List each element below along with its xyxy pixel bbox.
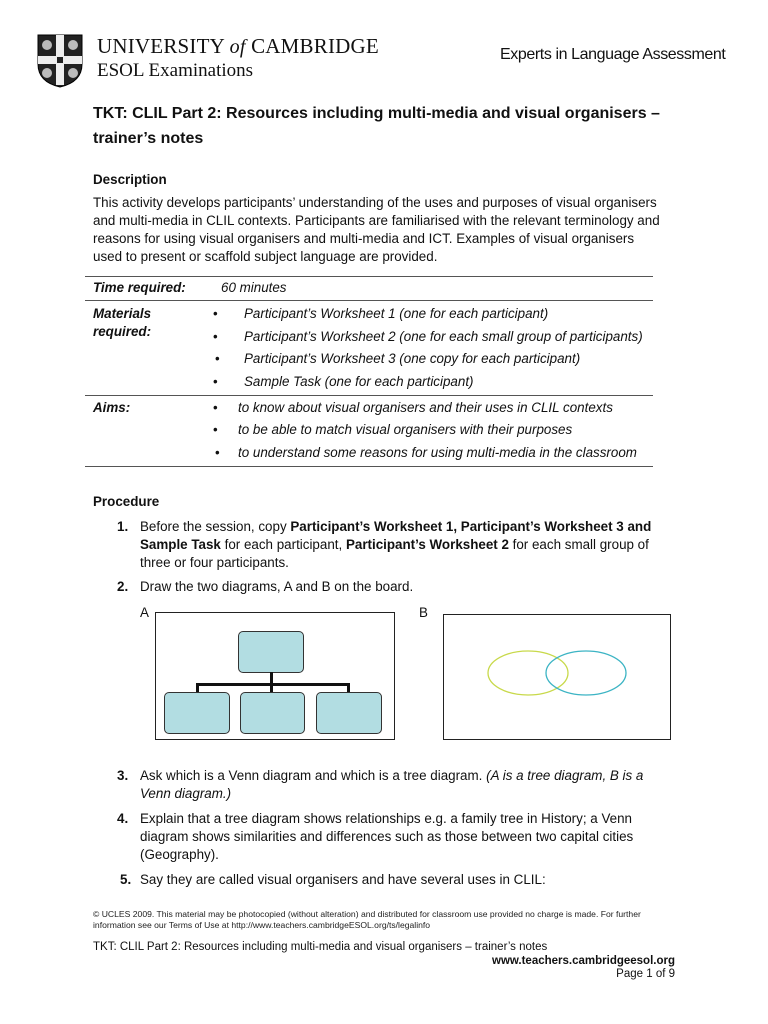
tree-child-node — [164, 692, 230, 734]
time-value: 60 minutes — [221, 280, 287, 295]
step-number: 2. — [117, 579, 129, 594]
bullet: • — [215, 351, 220, 366]
university-name: UNIVERSITY of CAMBRIDGE — [97, 34, 379, 58]
tagline: Experts in Language Assessment — [500, 46, 726, 63]
step-2-text: Draw the two diagrams, A and B on the board. — [140, 579, 414, 594]
tree-child-node — [240, 692, 305, 734]
copyright-notice: © UCLES 2009. This material may be photocopied (without alteration) and distributed for classroom use provided no charge is made. For further information see our Terms of Use at http://www.teachers.cambridgeESOL.org/ts/legalinfo — [93, 909, 641, 930]
venn-circles — [443, 614, 669, 738]
materials-item: Sample Task (one for each participant) — [244, 374, 474, 389]
step-1-text: Before the session, copy Participant’s Worksheet 1, Participant’s Worksheet 3 and Sample Task for each participant, Participant’s Worksheet 2 for each small group of three or four participants. — [140, 519, 652, 570]
step-3-text: Ask which is a Venn diagram and which is a tree diagram. (A is a tree diagram, B is a Venn diagram.) — [140, 768, 644, 801]
step-number: 5. — [120, 872, 132, 887]
divider — [85, 300, 653, 301]
tree-child-node — [316, 692, 382, 734]
venn-right-ellipse — [546, 651, 626, 695]
bullet: • — [213, 422, 218, 437]
divider — [85, 395, 653, 396]
bullet: • — [213, 400, 218, 415]
footer-doc-title: TKT: CLIL Part 2: Resources including multi-media and visual organisers – trainer’s notes — [93, 941, 548, 953]
divider — [85, 466, 653, 467]
step-number: 3. — [117, 768, 129, 783]
aims-item: to be able to match visual organisers with their purposes — [238, 422, 573, 437]
materials-label: Materials required: — [93, 306, 152, 339]
page-number: Page 1 of 9 — [616, 968, 675, 980]
step-4-text: Explain that a tree diagram shows relationships e.g. a family tree in History; a Venn diagram shows similarities and differences such as those between two capital cities (Geography). — [140, 811, 634, 862]
diagram-b-label: B — [419, 605, 428, 620]
footer-url[interactable]: www.teachers.cambridgeesol.org — [492, 955, 675, 967]
diagram-a-label: A — [140, 605, 149, 620]
venn-left-ellipse — [488, 651, 568, 695]
page-title: TKT: CLIL Part 2: Resources including multi-media and visual organisers – trainer’s notes — [93, 105, 660, 147]
time-label: Time required: — [93, 280, 186, 295]
step-number: 4. — [117, 811, 129, 826]
materials-item: Participant’s Worksheet 2 (one for each small group of participants) — [244, 329, 643, 344]
bullet: • — [215, 445, 220, 460]
description-heading: Description — [93, 172, 167, 187]
bullet: • — [213, 329, 218, 344]
materials-item: Participant’s Worksheet 3 (one copy for each participant) — [244, 351, 581, 366]
divider — [85, 276, 653, 277]
tree-connector — [270, 683, 273, 692]
tree-connector — [196, 683, 199, 692]
tree-connector — [196, 683, 350, 686]
procedure-heading: Procedure — [93, 494, 160, 509]
materials-item: Participant’s Worksheet 1 (one for each participant) — [244, 306, 549, 321]
cambridge-shield-logo — [37, 34, 83, 88]
aims-item: to know about visual organisers and their uses in CLIL contexts — [238, 400, 613, 415]
aims-item: to understand some reasons for using multi-media in the classroom — [238, 445, 637, 460]
description-text: This activity develops participants’ understanding of the uses and purposes of visual organisers and multi-media in CLIL contexts. Participants are familiarised with the relevant terminology and reasons for using visual organisers and multi-media and ICT. Examples of visual organisers used to present or scaffold subject language are provided. — [93, 195, 660, 264]
tree-connector — [347, 683, 350, 692]
aims-label: Aims: — [93, 400, 131, 415]
tree-root-node — [238, 631, 304, 673]
bullet: • — [213, 306, 218, 321]
step-number: 1. — [117, 519, 129, 534]
step-5-text: Say they are called visual organisers and have several uses in CLIL: — [140, 872, 546, 887]
bullet: • — [213, 374, 218, 389]
esol-subtitle: ESOL Examinations — [97, 60, 254, 81]
